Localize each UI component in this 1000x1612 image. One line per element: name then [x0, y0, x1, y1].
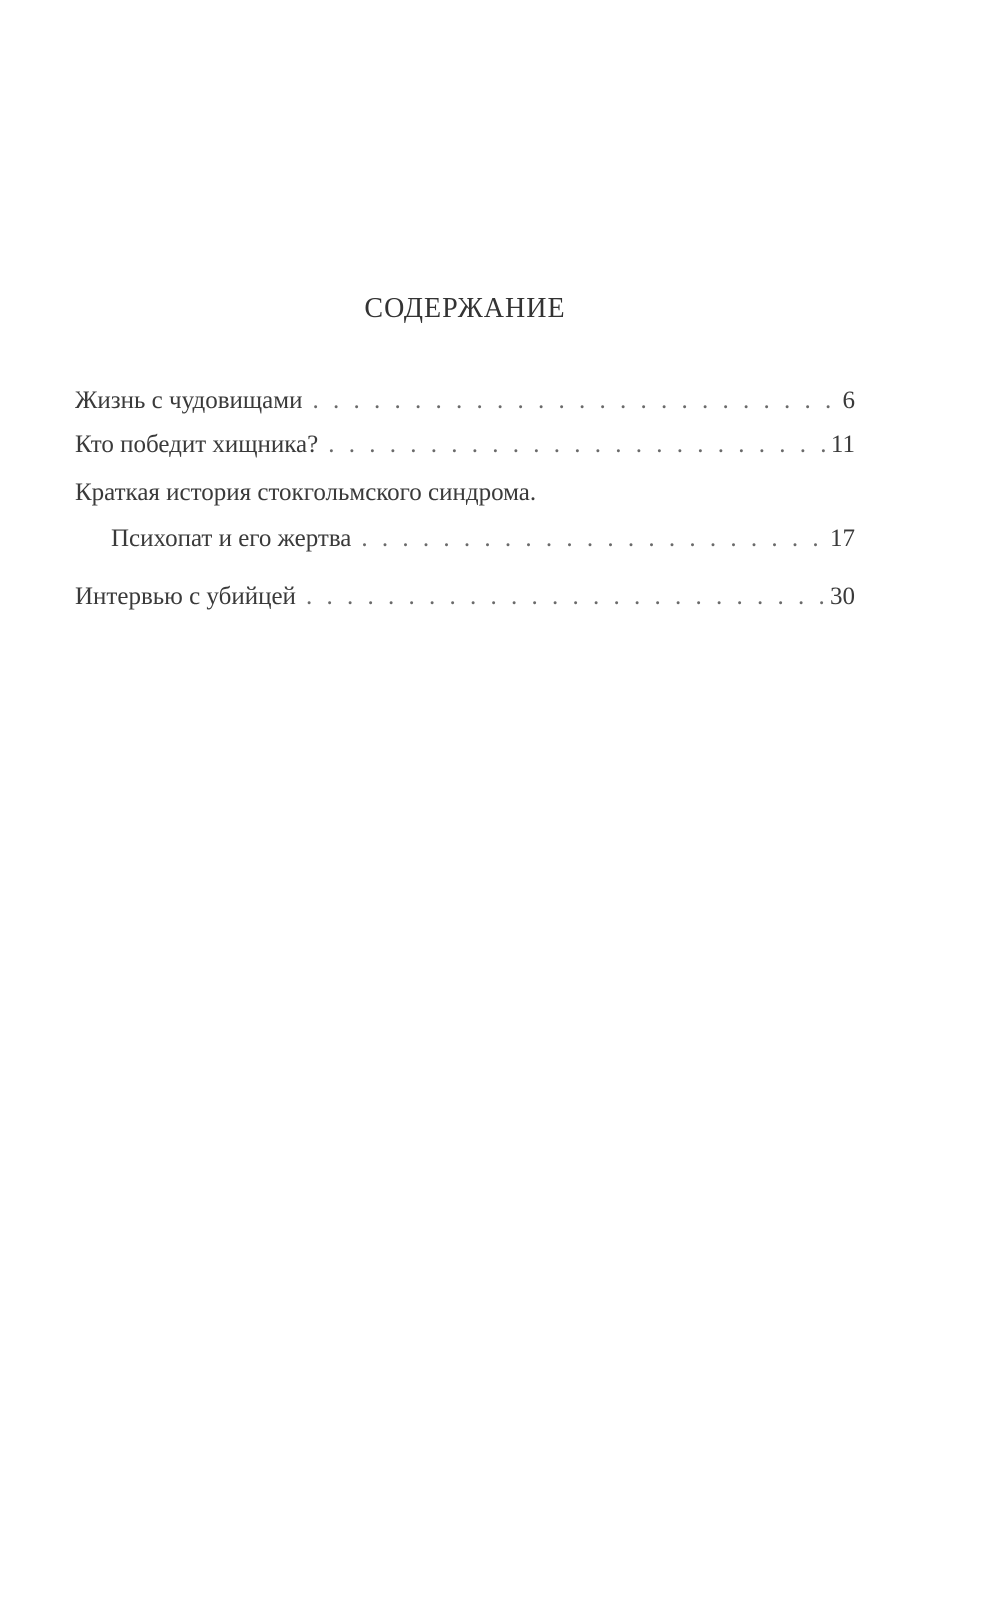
- toc-entry-page: 30: [830, 583, 855, 610]
- toc-entry-page: 17: [830, 525, 855, 552]
- toc-entry-title-line1[interactable]: Краткая история стокгольмского синдрома.: [75, 479, 537, 506]
- dot-leader: [361, 523, 824, 555]
- toc-entry-page: 11: [830, 431, 855, 458]
- toc-entry-title: Кто победит хищника?: [75, 431, 319, 458]
- toc-entry-title-line2: Психопат и его жертва: [111, 525, 352, 552]
- toc-entry[interactable]: [75, 429, 855, 461]
- toc-entry[interactable]: [75, 385, 855, 417]
- table-of-contents: [75, 385, 855, 613]
- toc-entry-title: Жизнь с чудовищами: [75, 387, 303, 414]
- toc-entry[interactable]: [75, 523, 855, 555]
- dot-leader: [312, 385, 836, 417]
- toc-heading: СОДЕРЖАНИЕ: [364, 293, 566, 324]
- dot-leader: [306, 581, 824, 613]
- toc-entry-page: 6: [842, 387, 855, 414]
- toc-entry[interactable]: [75, 581, 855, 613]
- dot-leader: [328, 429, 825, 461]
- toc-entry-title: Интервью с убийцей: [75, 583, 296, 610]
